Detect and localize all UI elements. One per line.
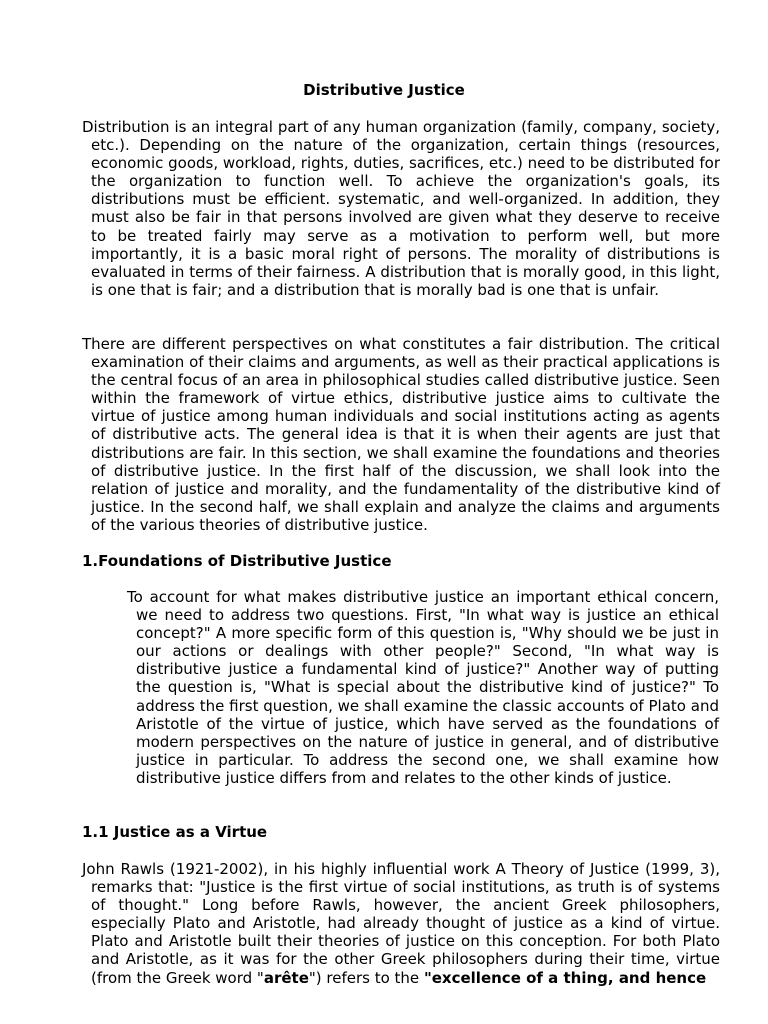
arete-term: arête: [263, 968, 309, 987]
section-heading-foundations: 1.Foundations of Distributive Justice: [82, 552, 392, 570]
excellence-phrase: "excellence of a thing, and hence: [423, 968, 707, 987]
perspectives-paragraph: There are different perspectives on what constitutes a fair distribution. The critical examination of their claims and arguments, as well as their practical applications is the central focus of an area in philosophical studies called distributive justice. Seen within the framework of virtue ethics, distributive justice aims to cultivate the virtue of justice among human individuals and social institutions acting as agents of distributive acts. The general idea is that it is when their agents are just that distributions are fair. In this section, we shall examine the foundations and theories of distributive justice. In the first half of the discussion, we shall look into the relation of justice and morality, and the fundamentality of the distributive kind of justice. In the second half, we shall explain and analyze the claims and arguments of the various theories of distributive justice.: [82, 335, 720, 534]
rawls-paragraph: [82, 860, 720, 987]
rawls-text-part-1: John Rawls (1921-2002), in his highly influential work A Theory of Justice (1999, 3), remarks that: "Justice is the first virtue of social institutions, as truth is of systems of thought." Long before Rawls, however, the ancient Greek philosophers, especially Plato and Aristotle, had already thought of justice as a kind of virtue. Plato and Aristotle built their theories of justice on this conception. For both Plato and Aristotle, as it was for the other Greek philosophers during their time, virtue (from the Greek word ": [82, 860, 720, 987]
document-title: Distributive Justice: [303, 81, 465, 99]
rawls-text-part-2: ") refers to the: [308, 968, 424, 987]
subsection-heading-justice-virtue: 1.1 Justice as a Virtue: [82, 823, 268, 841]
foundations-paragraph: To account for what makes distributive justice an important ethical concern, we need to address two questions. First, "In what way is justice an ethical concept?" A more specific form of this question is, "Why should we be just in our actions or dealings with other people?" Second, "In what way is distributive justice a fundamental kind of justice?" Another way of putting the question is, "What is special about the distributive kind of justice?" To address the first question, we shall examine the classic accounts of Plato and Aristotle of the virtue of justice, which have served as the foundations of modern perspectives on the nature of justice in general, and of distributive justice in particular. To address the second one, we shall examine how distributive justice differs from and relates to the other kinds of justice.: [127, 588, 719, 787]
intro-paragraph: Distribution is an integral part of any human organization (family, company, society, etc.). Depending on the nature of the organization, certain things (resources, economic goods, workload, rights, duties, sacrifices, etc.) need to be distributed for the organization to function well. To achieve the organization's goals, its distributions must be efficient. systematic, and well-organized. In addition, they must also be fair in that persons involved are given what they deserve to receive to be treated fairly may serve as a motivation to perform well, but more importantly, it is a basic moral right of persons. The morality of distributions is evaluated in terms of their fairness. A distribution that is morally good, in this light, is one that is fair; and a distribution that is morally bad is one that is unfair.: [82, 118, 721, 299]
